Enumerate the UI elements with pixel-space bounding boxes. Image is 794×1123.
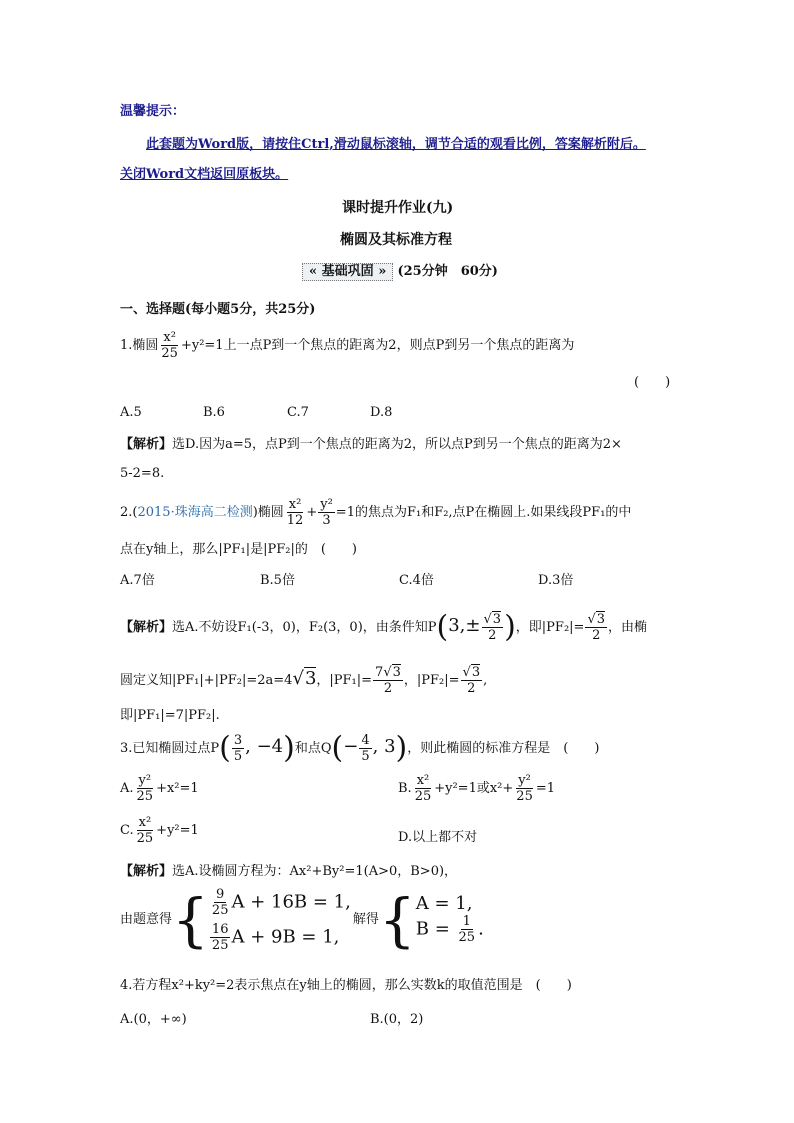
q1-option-a: A.5	[120, 405, 142, 420]
coef: 7	[375, 665, 384, 680]
sqrt-radicand: 3	[304, 668, 317, 689]
q3-mid: 和点Q	[294, 741, 332, 756]
q2-source: 2015·珠海高二检测	[137, 505, 253, 520]
frac-den: 5	[233, 749, 243, 764]
time-score: (25分钟 60分)	[397, 264, 498, 279]
frac-num: 4	[361, 733, 370, 748]
frac-num: x²	[416, 773, 430, 788]
frac-num: 16	[211, 922, 229, 937]
option-label: B.	[398, 781, 412, 796]
q1-answer-paren: ( )	[634, 375, 671, 390]
frac-den: 25	[458, 929, 476, 945]
option-label: A.	[120, 781, 134, 796]
q2-analysis-line-1	[120, 609, 648, 645]
q3-option-a	[120, 773, 199, 804]
section-badge: « 基础巩固 »	[302, 263, 393, 281]
option-tail: +x²=1	[156, 781, 199, 796]
frac-num: 3	[233, 733, 243, 748]
q2-a-text-2: ，即|PF₂|=	[515, 620, 585, 635]
eq-tail: A + 16B = 1,	[231, 891, 351, 913]
badge-row	[302, 263, 498, 281]
analysis-tag: 【解析】	[120, 864, 173, 879]
q1-option-b: B.6	[203, 405, 225, 420]
paren-open: (	[219, 730, 231, 766]
frac-den: 25	[136, 831, 154, 846]
question-3	[120, 730, 600, 766]
frac-den: 5	[361, 749, 370, 764]
frac-den: 25	[211, 903, 229, 918]
notice-line-2: 关闭Word文档返回原板块。	[120, 167, 289, 182]
notice-heading: 温馨提示：	[120, 104, 186, 119]
question-2	[120, 497, 631, 528]
q2-frac-pf2: $\frac{√3}{2}$	[587, 612, 606, 643]
option-tail: =1	[535, 781, 556, 796]
q2-analysis-line-2	[120, 665, 487, 696]
q3-optC-frac	[135, 815, 156, 846]
frac	[457, 914, 478, 945]
section-heading: 一、选择题(每小题5分，共25分)	[120, 302, 316, 317]
q1-frac-num: x²	[163, 330, 176, 345]
page-title: 课时提升作业(九)	[342, 200, 454, 216]
q3-p-frac	[232, 733, 244, 764]
q2-prefix: 2.(	[120, 505, 138, 520]
q3-solution	[415, 892, 484, 945]
q1-analysis-line-2: 5-2=8.	[120, 466, 165, 481]
q2-f2-num: y²	[320, 497, 333, 512]
q3-minus: −	[343, 736, 359, 757]
q3-sol-2	[416, 914, 484, 945]
q2-f1-den: 12	[286, 513, 304, 528]
frac-den: 2	[592, 628, 601, 643]
frac-num: y²	[518, 773, 531, 788]
q3-q-frac	[359, 733, 371, 764]
frac-num: x²	[138, 815, 152, 830]
analysis-tag: 【解析】	[120, 437, 173, 452]
q2-analysis-line-3: 即|PF₁|=7|PF₂|.	[120, 708, 220, 723]
frac-den: 25	[414, 789, 432, 804]
frac-num: 9	[216, 887, 225, 902]
left-brace: {	[378, 886, 416, 954]
frac-den: 25	[136, 789, 154, 804]
left-brace: {	[172, 886, 209, 954]
q2-a-text-5: ，|PF₁|=	[316, 673, 373, 688]
q3-optB-frac-1	[413, 773, 434, 804]
q1-frac-den: 25	[161, 346, 178, 361]
frac-den: 2	[488, 628, 497, 643]
frac-den: 25	[516, 789, 533, 804]
frac-den: 2	[383, 681, 393, 696]
q1-option-d: D.8	[370, 405, 393, 420]
paren-close: )	[504, 609, 516, 645]
q2-a-text-6: ，|PF₂|=	[403, 673, 460, 688]
eq-tail: A + 9B = 1,	[231, 926, 340, 948]
sqrt-radicand: 3	[596, 612, 606, 627]
q3-analysis-line-1	[120, 864, 457, 880]
q1-fraction	[159, 330, 180, 361]
q3-eq-1	[209, 887, 351, 918]
frac	[210, 922, 231, 953]
q3-optB-frac-2	[514, 773, 535, 804]
sqrt-3: √3	[292, 668, 317, 689]
frac-num: 1	[462, 913, 471, 929]
sqrt-radicand: 3	[392, 665, 401, 680]
q3-p-y: , −4	[245, 736, 284, 757]
q4-option-b: B.(0，2)	[370, 1012, 424, 1027]
q3-stem: ，则此椭圆的标准方程是 ( )	[407, 741, 600, 756]
q3-prefix: 3.已知椭圆过点P	[120, 741, 220, 756]
sol-tail: .	[478, 918, 484, 939]
q1-stem: +y²=1上一点P到一个焦点的距离为2，则点P到另一个焦点的距离为	[180, 338, 575, 353]
analysis-tag: 【解析】	[120, 620, 173, 635]
q3-sol-1: A = 1,	[415, 892, 473, 914]
paren-open: (	[436, 609, 449, 645]
q3-option-d: D.以上都不对	[398, 830, 478, 845]
q3-option-b	[398, 773, 555, 804]
q2-frac-1	[285, 497, 306, 528]
q3-optA-frac	[135, 773, 156, 804]
question-4: 4.若方程x²+ky²=2表示焦点在y轴上的椭圆，那么实数k的取值范围是 ( )	[120, 978, 572, 993]
q2-frac-sqrt3-2: $\frac{√3}{2}$	[483, 612, 502, 643]
q2-option-b: B.5倍	[260, 573, 295, 588]
frac-den: 25	[211, 938, 229, 953]
q1-option-c: C.7	[287, 405, 309, 420]
q4-option-a: A.(0，+∞)	[120, 1012, 187, 1027]
page-subtitle: 椭圆及其标准方程	[340, 232, 452, 248]
q2-option-a: A.7倍	[120, 573, 155, 588]
q3-given: 由题意得	[120, 912, 173, 927]
q3-analysis-text: 选A.设椭圆方程为：Ax²+By²=1(A>0，B>0)，	[172, 864, 458, 879]
q3-solve: 解得	[352, 912, 379, 927]
q3-q-y: , 3	[372, 736, 396, 757]
frac	[210, 887, 231, 918]
q2-a-text-1: 选A.不妨设F₁(-3，0)，F₂(3，0)，由条件知P	[172, 620, 437, 635]
q2-option-d: D.3倍	[538, 573, 574, 588]
q1-analysis	[120, 437, 622, 453]
sol-head: B =	[415, 918, 456, 939]
paren-close: )	[283, 730, 295, 766]
paren-close: )	[395, 730, 408, 766]
q3-equations	[209, 887, 351, 953]
q2-point-x: 3,±	[448, 615, 481, 636]
q2-f2-den: 3	[322, 513, 331, 528]
q2-plus: +	[306, 505, 318, 520]
q2-a-text-3: ，由椭	[608, 620, 648, 635]
q2-frac-2	[318, 497, 335, 528]
notice-line-1: 此套题为Word版，请按住Ctrl,滑动鼠标滚轴，调节合适的观看比例，答案解析附后。	[146, 137, 646, 152]
q2-prefix2: )椭圆	[252, 505, 284, 520]
q2-option-c: C.4倍	[399, 573, 434, 588]
question-1	[120, 330, 574, 361]
q1-prefix: 1.椭圆	[120, 338, 159, 353]
paren-open: (	[331, 730, 344, 766]
q2-a-text-4: 圆定义知|PF₁|+|PF₂|=2a=4	[120, 673, 293, 688]
q1-analysis-line-1: 选D.因为a=5，点P到一个焦点的距离为2，所以点P到另一个焦点的距离为2×	[172, 437, 622, 452]
frac-num: y²	[138, 773, 152, 788]
q2-stem-2: 点在y轴上，那么|PF₁|是|PF₂|的 ( )	[120, 542, 357, 557]
option-label: C.	[120, 823, 134, 838]
q2-frac-7sqrt3: $\frac{7√3}{2}$	[375, 665, 401, 696]
q3-option-c	[120, 815, 199, 846]
option-tail: +y²=1	[156, 823, 199, 838]
q3-eq-2	[209, 922, 351, 953]
q2-frac-sqrt3-2b: $\frac{√3}{2}$	[462, 665, 481, 696]
sqrt-radicand: 3	[471, 665, 481, 680]
q3-system	[120, 887, 484, 953]
frac-den: 2	[467, 681, 476, 696]
option-mid: +y²=1或x²+	[434, 781, 514, 796]
q2-a-text-7: ,	[483, 673, 488, 688]
q2-f1-num: x²	[288, 497, 302, 512]
sqrt-radicand: 3	[492, 612, 502, 627]
q2-stem: =1的焦点为F₁和F₂,点P在椭圆上.如果线段PF₁的中	[335, 505, 632, 520]
